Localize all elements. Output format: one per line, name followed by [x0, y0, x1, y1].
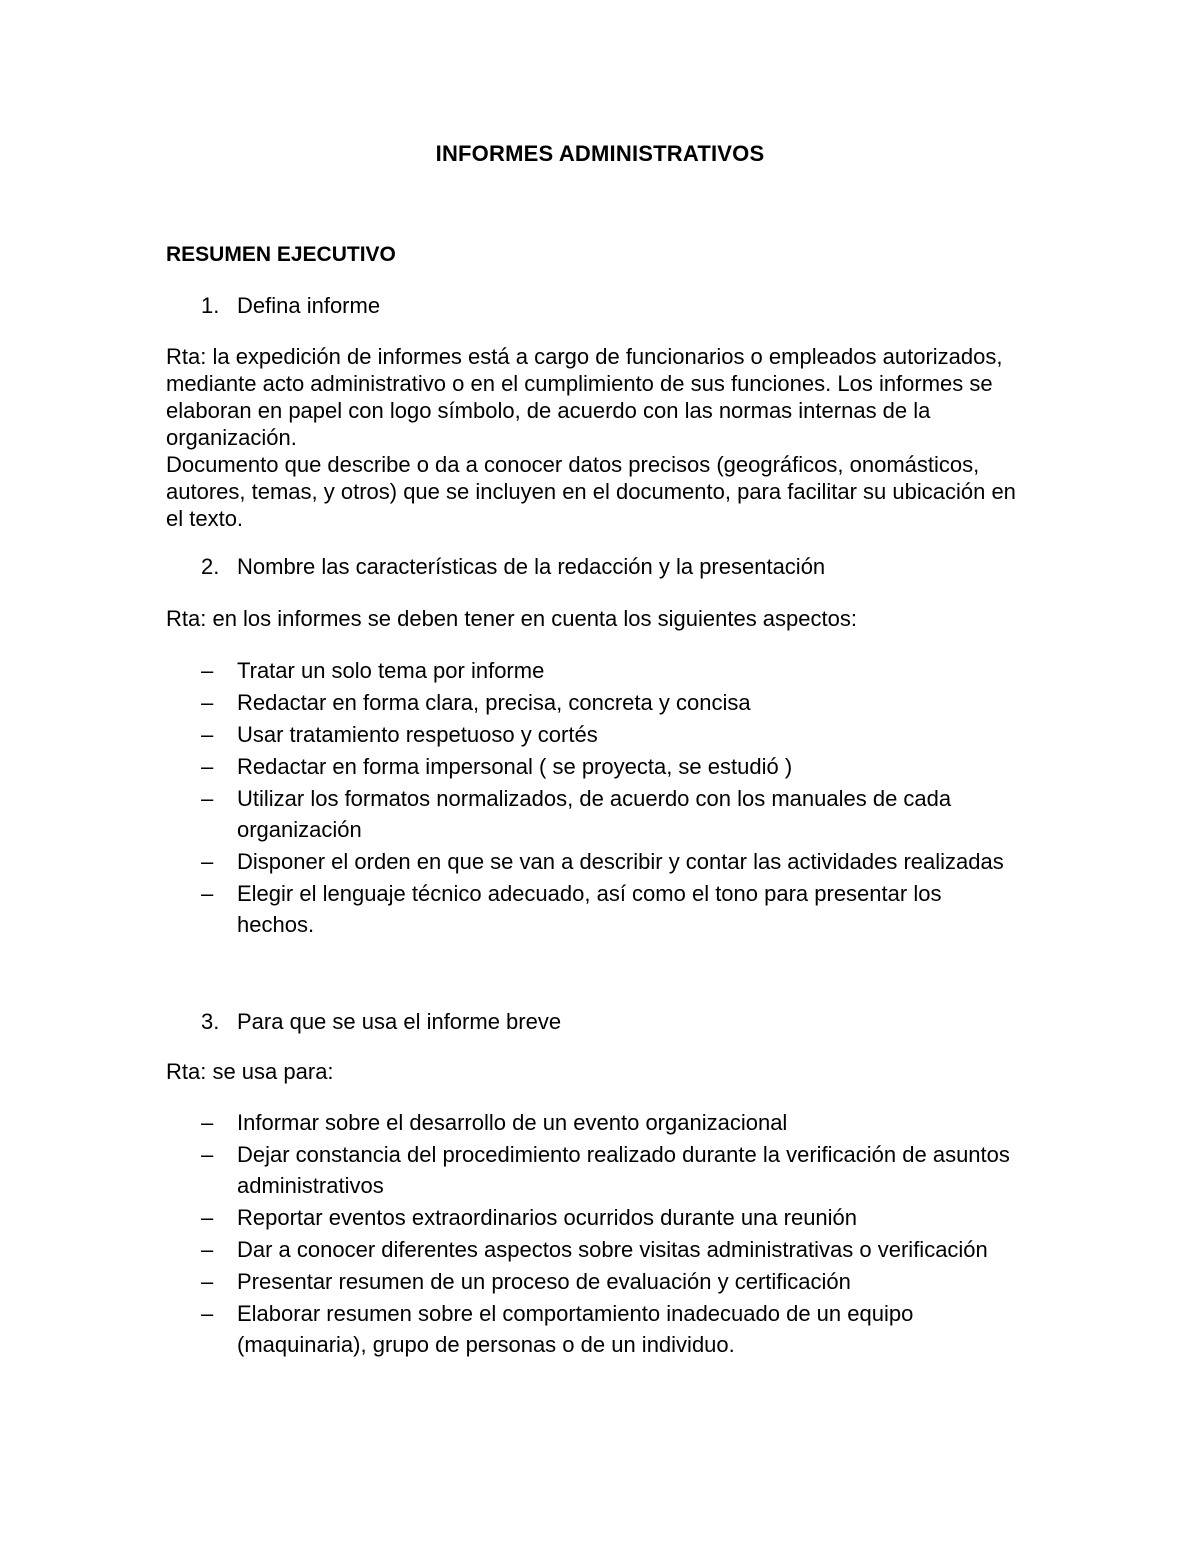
bullet-dash: –: [201, 881, 214, 906]
bullet-dash: –: [201, 1205, 214, 1230]
question-3-text: Para que se usa el informe breve: [237, 1009, 562, 1034]
list-item: – Redactar en forma clara, precisa, concreta y concisa: [166, 687, 1046, 718]
question-2-number: 2.: [201, 554, 220, 579]
bullet-dash: –: [201, 849, 214, 874]
list-item: – Usar tratamiento respetuoso y cortés: [166, 719, 1046, 750]
answer-3-list: [166, 1107, 1046, 1361]
bullet-dash: –: [201, 1269, 214, 1294]
section-heading: RESUMEN EJECUTIVO: [166, 243, 396, 266]
question-1-text: Defina informe: [237, 293, 381, 318]
list-item: – Elegir el lenguaje técnico adecuado, así como el tono para presentar los hechos.: [166, 878, 1046, 940]
bullet-dash: –: [201, 658, 214, 683]
bullet-dash: –: [201, 754, 214, 779]
question-1-number: 1.: [201, 293, 220, 318]
answer-3-intro: Rta: se usa para:: [166, 1059, 334, 1084]
bullet-dash: –: [201, 1142, 214, 1167]
bullet-dash: –: [201, 1237, 214, 1262]
list-item: – Elaborar resumen sobre el comportamiento inadecuado de un equipo (maquinaria), grupo de personas o de un individuo.: [166, 1298, 1046, 1360]
answer-2-intro: Rta: en los informes se deben tener en cuenta los siguientes aspectos:: [166, 606, 857, 631]
bullet-dash: –: [201, 722, 214, 747]
question-1-answer: [166, 343, 1026, 532]
answer-1-paragraph-2: Documento que describe o da a conocer datos precisos (geográficos, onomásticos, autores, temas, y otros) que se incluyen en el documento, para facilitar su ubicación en el texto.: [166, 452, 1016, 531]
list-item: – Reportar eventos extraordinarios ocurridos durante una reunión: [166, 1202, 1046, 1233]
list-item: – Dar a conocer diferentes aspectos sobre visitas administrativas o verificación: [166, 1234, 1046, 1265]
list-item: – Tratar un solo tema por informe: [166, 655, 1046, 686]
list-item: – Dejar constancia del procedimiento realizado durante la verificación de asuntos administrativos: [166, 1139, 1046, 1201]
list-item: – Utilizar los formatos normalizados, de acuerdo con los manuales de cada organización: [166, 783, 1046, 845]
list-item: – Disponer el orden en que se van a describir y contar las actividades realizadas: [166, 846, 1046, 877]
answer-1-paragraph-1: Rta: la expedición de informes está a cargo de funcionarios o empleados autorizados, mediante acto administrativo o en el cumplimiento de sus funciones. Los informes se elaboran en papel con logo símbolo, de acuerdo con las normas internas de la organización.: [166, 344, 1003, 450]
bullet-dash: –: [201, 1110, 214, 1135]
list-item: – Redactar en forma impersonal ( se proyecta, se estudió ): [166, 751, 1046, 782]
list-item: – Presentar resumen de un proceso de evaluación y certificación: [166, 1266, 1046, 1297]
list-item: – Informar sobre el desarrollo de un evento organizacional: [166, 1107, 1046, 1138]
question-2-text: Nombre las características de la redacción y la presentación: [237, 554, 826, 579]
answer-2-list: [166, 655, 1046, 941]
bullet-dash: –: [201, 786, 214, 811]
bullet-dash: –: [201, 1301, 214, 1326]
document-title: INFORMES ADMINISTRATIVOS: [435, 141, 765, 166]
question-3-number: 3.: [201, 1009, 220, 1034]
bullet-dash: –: [201, 690, 214, 715]
